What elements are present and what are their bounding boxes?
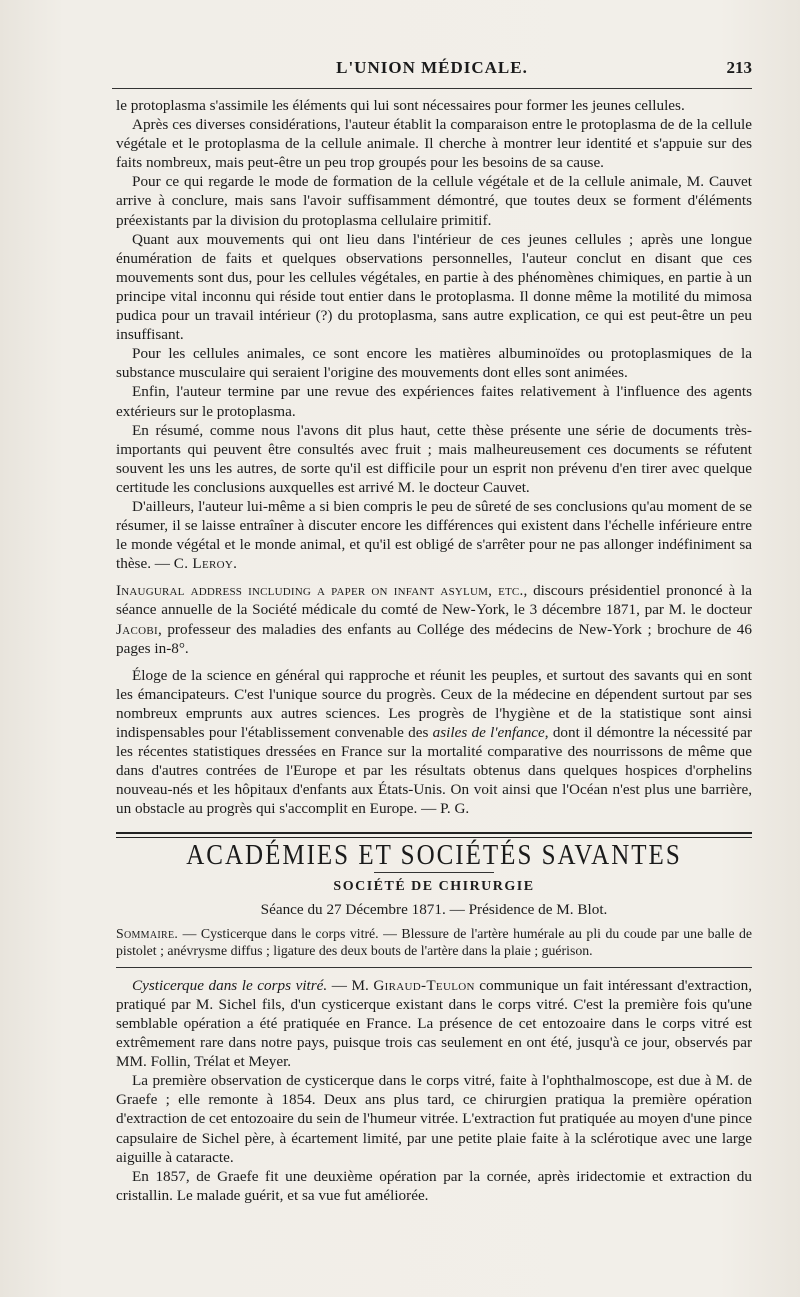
section-divider [116,832,752,838]
paragraph: Pour les cellules animales, ce sont encore les matières albuminoïdes ou protoplasmiques de la substance musculaire qui seraient l'origine des mouvements dont elles sont animées. [116,345,752,382]
spacer [116,573,752,581]
summary-text: — Cysticerque dans le corps vitré. — Blessure de l'artère humérale au pli du coude par une balle de pistolet ; anévrysme diffus ; ligature des deux bouts de l'artère dans la plaie ; guérison. [116,925,752,958]
section-heading: ACADÉMIES ET SOCIÉTÉS SAVANTES [186,840,682,872]
bibliographic-entry [116,581,752,657]
paragraph: En 1857, de Graefe fit une deuxième opération par la cornée, après iridectomie et extraction du cristallin. Le malade guérit, et sa vue fut améliorée. [116,1167,752,1204]
journal-title: L'UNION MÉDICALE. [336,58,528,77]
session-line: Séance du 27 Décembre 1871. — Présidence de M. Blot. [260,900,608,918]
paragraph-text: — M. [327,976,374,994]
paragraph-text: Éloge de la science en général qui rapproche et réunit les peuples, et surtout des savants qui en sont les émancipateurs. C'est l'unique source du progrès. Ceux de la médecine en dépendent surtout par ses nombreux emprunts aux autres sciences. Les progrès de l'hygiène et de la statistique sont ainsi indispensables pour l'établissement convenable des [116,666,752,741]
heading-rule [374,872,494,873]
italic-heading: Cysticerque dans le corps vitré. [132,976,328,994]
summary [116,925,752,959]
book-author: Jacobi [116,620,158,638]
book-description: , discours présidentiel prononcé à la séance annuelle de la Société médicale du comté de New-York, le 3 décembre 1871, par M. le docteur [116,582,752,619]
paragraph: La première observation de cysticerque dans le corps vitré, faite à l'ophthalmoscope, est due à M. de Graefe ; elle remonte à 1854. Deux ans plus tard, ce chirurgien pratiqua la première opération d'extraction de cet entozoaire du sein de l'humeur vitrée. L'extraction fut pratiquée au moyen d'une pince capsulaire de Sichel père, à écartement limité, par une petite plaie faite à la sclérotique avec une large aiguille à cataracte. [116,1072,752,1166]
page-content [116,96,752,1205]
speaker-name: Giraud-Teulon [373,976,475,994]
paragraph: Pour ce qui regarde le mode de formation de la cellule végétale et de la cellule animale, M. Cauvet arrive à conclure, mais sans l'avoir suffisamment démontré, que toutes deux se forment d'éléments préexistants par la division du protoplasma cellulaire primitif. [116,173,752,229]
review-paragraph [116,666,752,819]
paragraph-text-end: communique un fait intéressant d'extraction, pratiqué par M. Sichel fils, d'un cysticerque existant dans le corps vitré. C'est la première fois qu'une semblable opération a été pratiquée en France. La présence de cet entozoaire dans le corps vitré est extrêmement rare dans notre pays, puisque trois cas seulement en ont été, jusqu'à ce jour, observés par MM. Follin, Trélat et Meyer. [116,976,752,1071]
paragraph-text-end: , dont il démontre la nécessité par les récentes statistiques dressées en France sur la mortalité comparative des nourrissons de même que dans d'autres contrées de l'Europe et par les résultats obtenus dans quelques hospices d'orphelins nouveau-nés et les hôpitaux d'enfants aux États-Unis. On voit ainsi que l'Océan n'est plus une barrière, un obstacle au progrès qui s'accomplit en Europe. — P. G. [116,724,753,818]
book-title: Inaugural address including a paper on infant asylum, etc. [116,582,524,600]
summary-label: Sommaire. [116,925,179,941]
running-header [112,58,752,84]
header-rule [112,88,752,89]
page-number: 213 [726,58,752,77]
paragraph: Quant aux mouvements qui ont lieu dans l'intérieur de ces jeunes cellules ; après une longue énumération de faits et quelques observations personnelles, l'auteur conclut en disant que ces mouvements sont dus, pour les cellules végétales, en partie à des phénomènes chimiques, en partie à un principe vital inconnu qui réside tout entier dans le protoplasma. Il donne même la motilité du mimosa pudica pour un travail intérieur (?) du protoplasma, sans autre explication, ce qui est peut-être un peu insuffisant. [116,230,752,344]
summary-rule [116,967,752,968]
spacer [116,658,752,666]
book-description-end: , professeur des maladies des enfants au Collége des médecins de New-York ; brochure de 46 pages in-8°. [116,620,752,657]
paragraph-with-signature [116,497,752,573]
paragraph: Enfin, l'auteur termine par une revue des expériences faites relativement à l'influence des agents extérieurs sur le protoplasma. [116,383,752,420]
society-heading: SOCIÉTÉ DE CHIRURGIE [333,878,535,894]
italic-term: asiles de l'enfance [432,724,545,741]
paragraph-text: D'ailleurs, l'auteur lui-même a si bien compris le peu de sûreté de ses conclusions qu'au moment de se résumer, il se laisse entraîner à discuter encore les différences qui existent dans l'échelle inférieure entre le monde végétal et le monde animal, et qu'il est obligé de s'arrêter pour ne pas allonger indéfiniment sa thèse. — [116,497,752,573]
paragraph: Après ces diverses considérations, l'auteur établit la comparaison entre le protoplasma de de la cellule végétale et le protoplasma de la cellule animale. Il cherche à montrer leur identité et s'appuie sur des faits nombreux, mais peut-être un peu trop groupés pour les besoins de sa cause. [116,116,752,172]
review-signature: C. Leroy. [173,555,238,573]
paragraph [116,976,752,1071]
paragraph: En résumé, comme nous l'avons dit plus haut, cette thèse présente une série de documents très-importants qui peuvent être consultés avec fruit ; mais malheureusement ces documents se réfutent souvent les uns les autres, de sorte qu'il est difficile pour un esprit non prévenu d'en tirer avec quelque certitude les conclusions auxquelles est arrivé M. le docteur Cauvet. [116,421,752,496]
paragraph: le protoplasma s'assimile les éléments qui lui sont nécessaires pour former les jeunes cellules. [116,97,685,114]
